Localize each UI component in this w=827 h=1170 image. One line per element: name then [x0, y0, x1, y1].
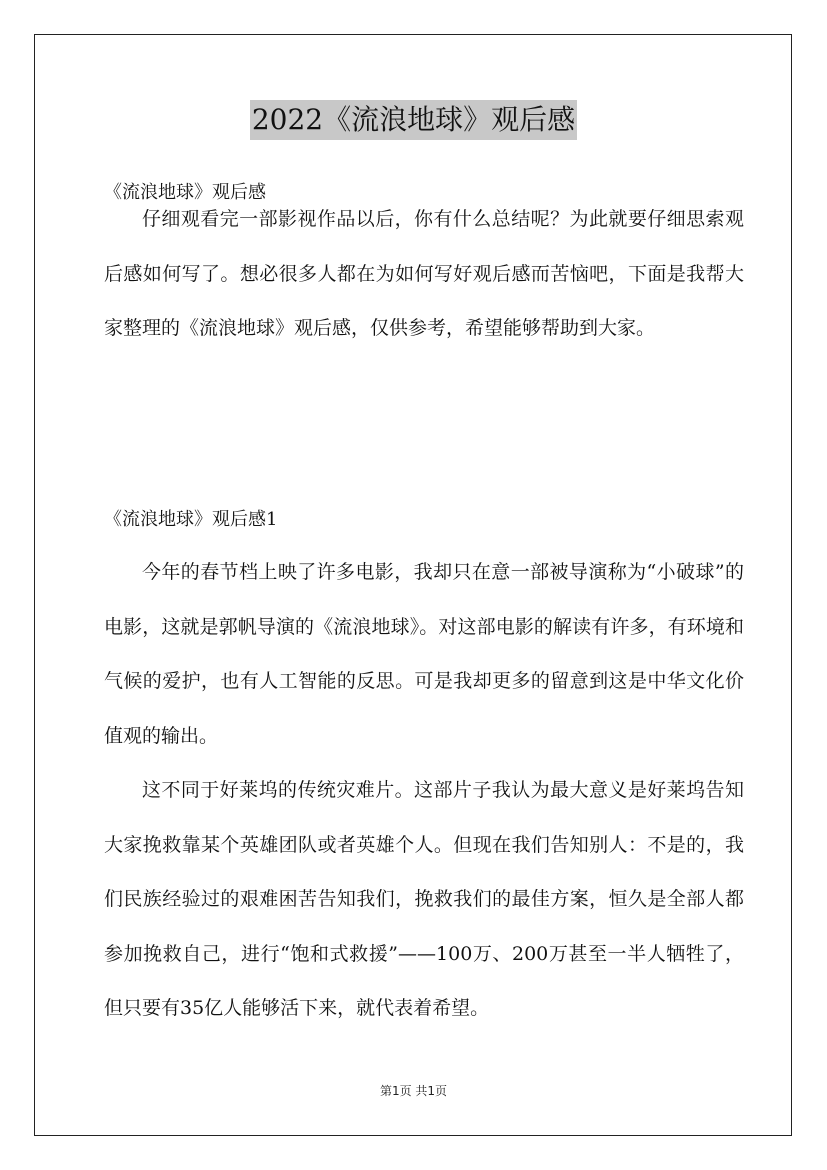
- section1-body: [104, 545, 744, 1036]
- document-title: 2022《流浪地球》观后感: [250, 100, 577, 140]
- section1-paragraph: 这不同于好莱坞的传统灾难片。这部片子我认为最大意义是好莱坞告知大家挽救靠某个英雄团队或者英雄个人。但现在我们告知别人：不是的，我们民族经验过的艰难困苦告知我们，挽救我们的最佳方案，恒久是全部人都参加挽救自己，进行“饱和式救援”——100万、200万甚至一半人牺牲了，但只要有35亿人能够活下来，就代表着希望。: [104, 779, 744, 1019]
- section1-paragraph: 今年的春节档上映了许多电影，我却只在意一部被导演称为“小破球”的电影，这就是郭帆导演的《流浪地球》。对这部电影的解读有许多，有环境和气候的爱护，也有人工智能的反思。可是我却更多的留意到这是中华文化价值观的输出。: [104, 561, 744, 747]
- intro-heading: 《流浪地球》观后感: [104, 182, 266, 203]
- title-container: [0, 100, 827, 140]
- section1-heading: 《流浪地球》观后感1: [104, 509, 278, 530]
- page-footer: 第1页 共1页: [379, 1084, 448, 1098]
- intro-paragraph: 仔细观看完一部影视作品以后，你有什么总结呢？为此就要仔细思索观后感如何写了。想必很多人都在为如何写好观后感而苦恼吧，下面是我帮大家整理的《流浪地球》观后感，仅供参考，希望能够帮助到大家。: [104, 208, 744, 339]
- intro-section: [104, 192, 744, 356]
